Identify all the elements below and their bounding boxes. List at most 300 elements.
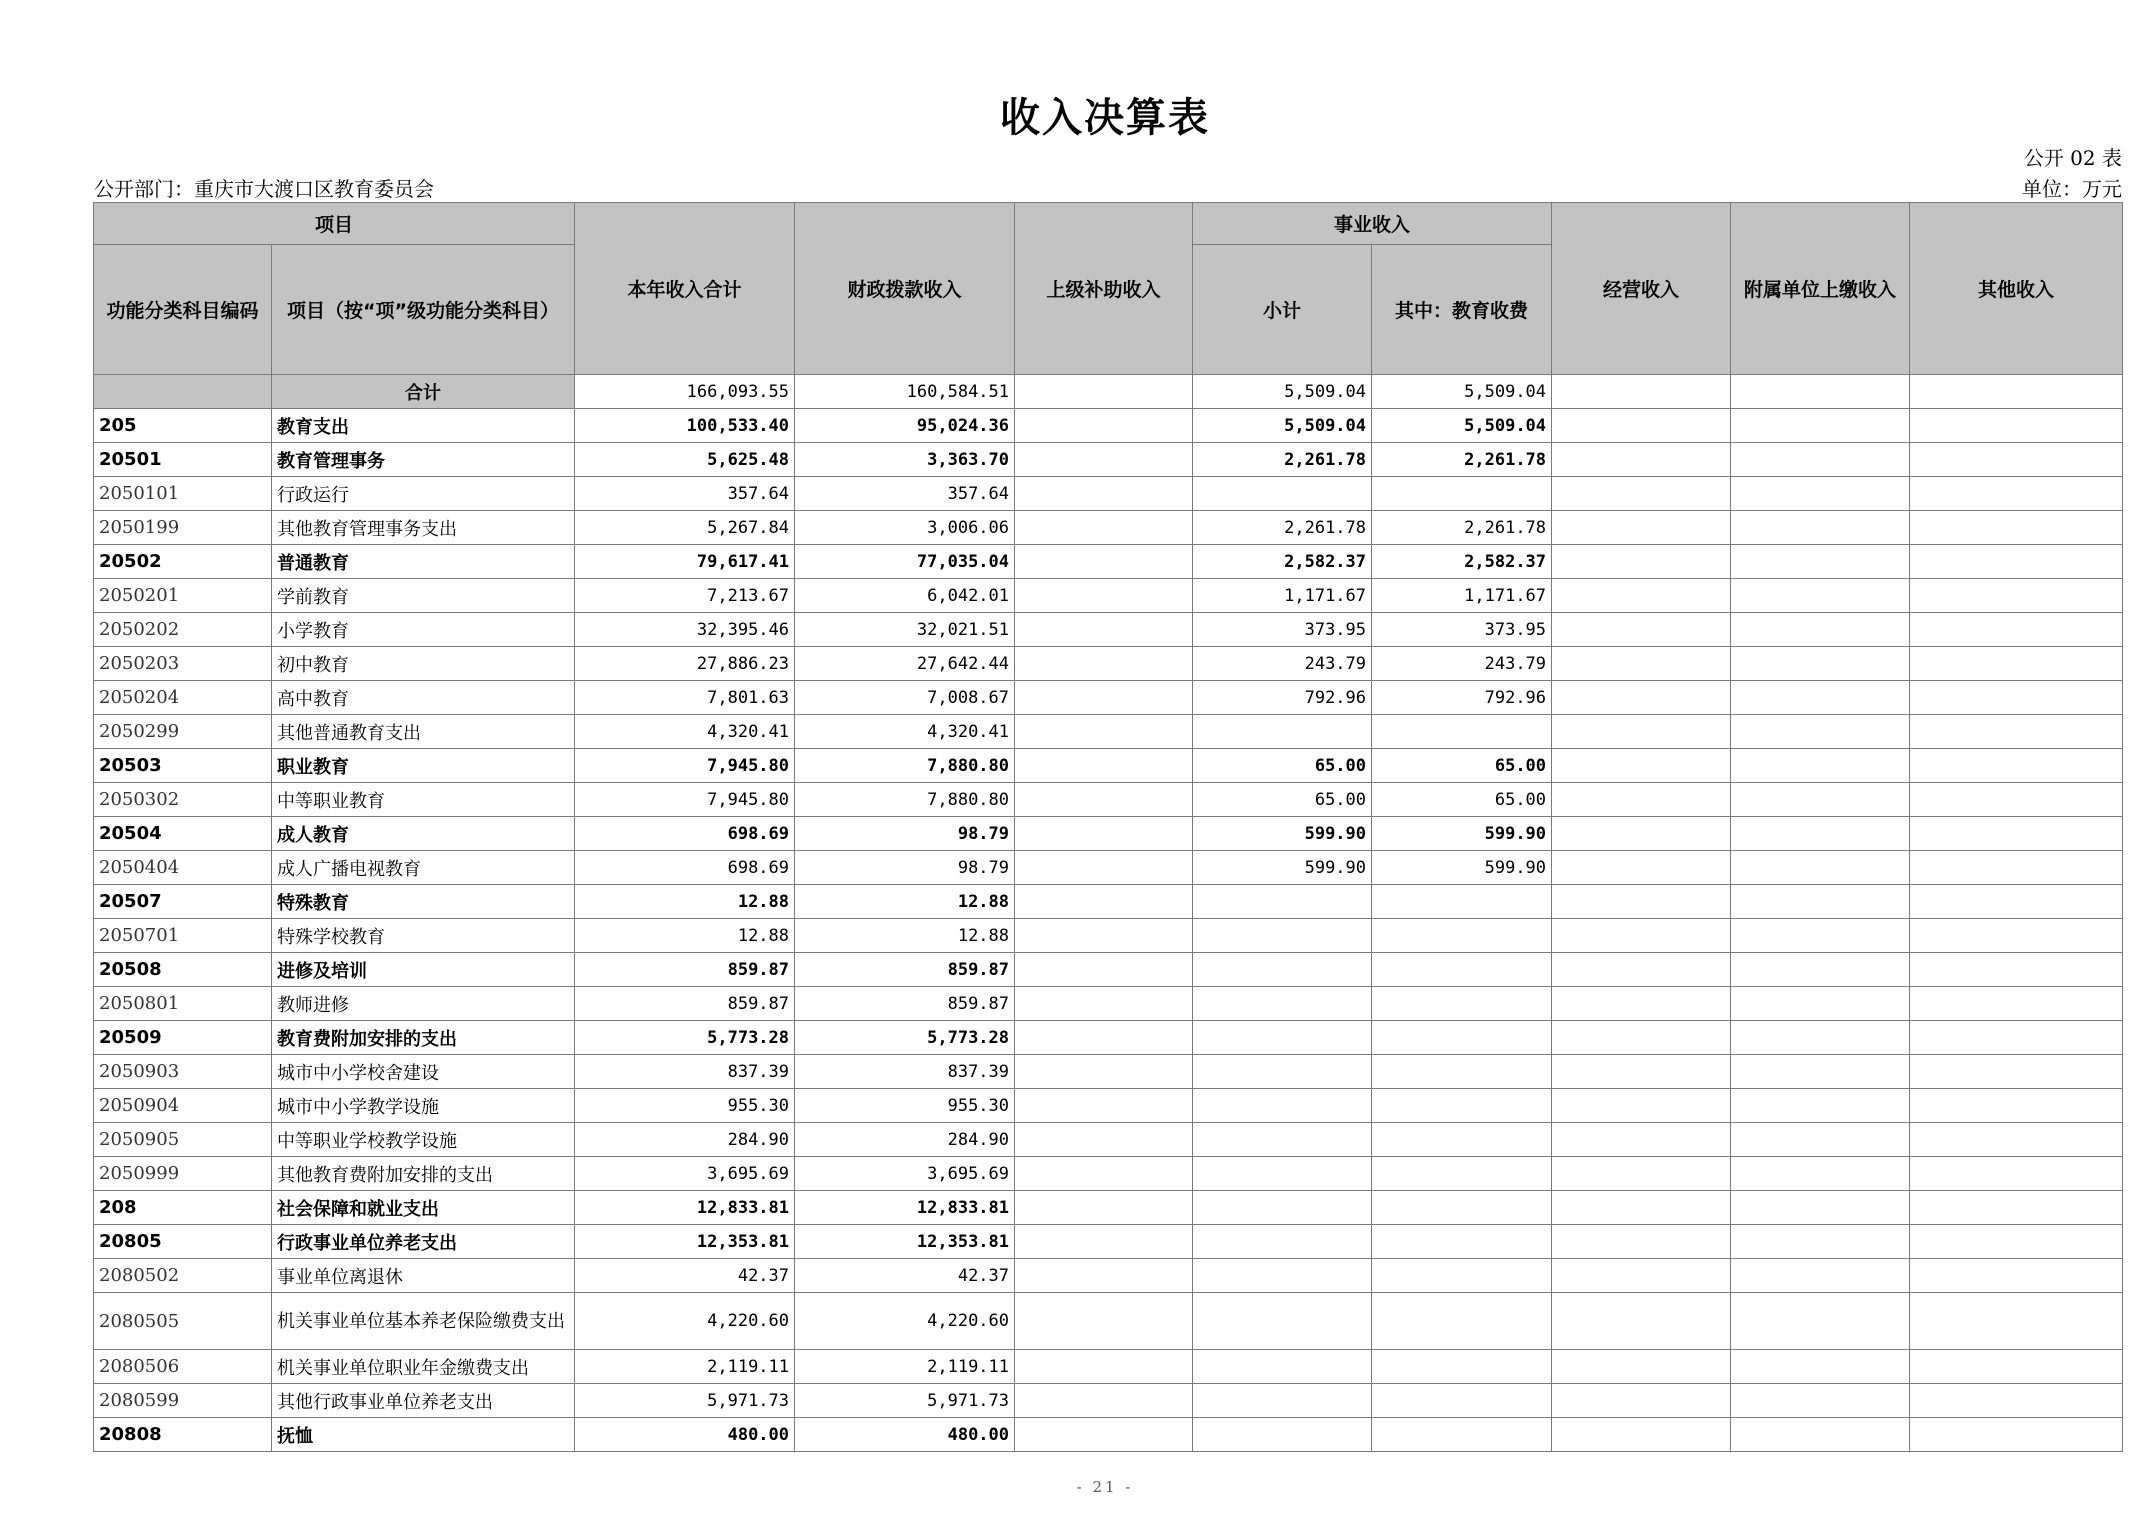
operating-cell (1552, 681, 1731, 715)
page-number: - 21 - (1076, 1478, 1134, 1496)
other-cell (1910, 443, 2123, 477)
table-row (94, 1418, 2123, 1452)
affiliated-cell (1731, 1259, 1910, 1293)
fiscal-cell: 3,695.69 (795, 1157, 1015, 1191)
affiliated-cell (1731, 681, 1910, 715)
code-cell: 2050204 (94, 681, 272, 715)
other-cell (1910, 545, 2123, 579)
fiscal-cell: 4,320.41 (795, 715, 1015, 749)
affiliated-cell (1731, 987, 1910, 1021)
operating-cell (1552, 919, 1731, 953)
edu-fee-cell: 65.00 (1372, 749, 1552, 783)
code-cell: 2050202 (94, 613, 272, 647)
table-row (94, 647, 2123, 681)
table-row (94, 919, 2123, 953)
subtotal-cell: 599.90 (1193, 851, 1372, 885)
total-affiliated (1731, 375, 1910, 409)
operating-cell (1552, 1123, 1731, 1157)
superior-cell (1015, 443, 1193, 477)
table-row (94, 477, 2123, 511)
operating-cell (1552, 1384, 1731, 1418)
total-label: 合计 (272, 375, 575, 409)
table-row (94, 851, 2123, 885)
other-cell (1910, 715, 2123, 749)
subtotal-cell (1193, 1021, 1372, 1055)
table-row (94, 1157, 2123, 1191)
code-cell: 20509 (94, 1021, 272, 1055)
total-cell: 7,213.67 (575, 579, 795, 613)
superior-cell (1015, 817, 1193, 851)
table-row (94, 579, 2123, 613)
name-cell: 初中教育 (272, 647, 575, 681)
edu-fee-cell: 243.79 (1372, 647, 1552, 681)
subtotal-cell (1193, 1225, 1372, 1259)
superior-cell (1015, 1418, 1193, 1452)
subtotal-cell (1193, 1418, 1372, 1452)
code-cell: 205 (94, 409, 272, 443)
total-operating (1552, 375, 1731, 409)
other-cell (1910, 681, 2123, 715)
table-row (94, 1089, 2123, 1123)
affiliated-cell (1731, 851, 1910, 885)
fiscal-cell: 7,008.67 (795, 681, 1015, 715)
other-cell (1910, 613, 2123, 647)
total-superior (1015, 375, 1193, 409)
total-cell: 7,945.80 (575, 783, 795, 817)
name-cell: 行政事业单位养老支出 (272, 1225, 575, 1259)
total-cell: 7,945.80 (575, 749, 795, 783)
operating-cell (1552, 1021, 1731, 1055)
fiscal-cell: 12,353.81 (795, 1225, 1015, 1259)
affiliated-cell (1731, 409, 1910, 443)
table-row (94, 1021, 2123, 1055)
operating-cell (1552, 885, 1731, 919)
superior-cell (1015, 953, 1193, 987)
name-cell: 城市中小学教学设施 (272, 1089, 575, 1123)
other-cell (1910, 817, 2123, 851)
other-cell (1910, 1191, 2123, 1225)
operating-cell (1552, 715, 1731, 749)
code-cell: 2050904 (94, 1089, 272, 1123)
total-cell: 5,267.84 (575, 511, 795, 545)
name-cell: 特殊教育 (272, 885, 575, 919)
affiliated-cell (1731, 579, 1910, 613)
table-row (94, 613, 2123, 647)
fiscal-cell: 5,773.28 (795, 1021, 1015, 1055)
code-cell: 2080505 (94, 1293, 272, 1350)
page-title: 收入决算表 (1000, 95, 1210, 141)
total-edu-fee: 5,509.04 (1372, 375, 1552, 409)
total-cell: 42.37 (575, 1259, 795, 1293)
operating-cell (1552, 1089, 1731, 1123)
code-cell: 2050701 (94, 919, 272, 953)
edu-fee-cell: 2,261.78 (1372, 511, 1552, 545)
total-cell: 357.64 (575, 477, 795, 511)
total-cell: 3,695.69 (575, 1157, 795, 1191)
subtotal-cell (1193, 1384, 1372, 1418)
other-cell (1910, 749, 2123, 783)
total-cell: 27,886.23 (575, 647, 795, 681)
table-row (94, 1055, 2123, 1089)
operating-cell (1552, 409, 1731, 443)
operating-cell (1552, 443, 1731, 477)
subtotal-cell: 373.95 (1193, 613, 1372, 647)
affiliated-cell (1731, 1350, 1910, 1384)
code-cell: 20504 (94, 817, 272, 851)
department-label: 公开部门：重庆市大渡口区教育委员会 (94, 177, 434, 201)
other-cell (1910, 1123, 2123, 1157)
superior-cell (1015, 511, 1193, 545)
name-cell: 抚恤 (272, 1418, 575, 1452)
name-cell: 学前教育 (272, 579, 575, 613)
subtotal-cell (1193, 953, 1372, 987)
other-cell (1910, 1055, 2123, 1089)
name-cell: 行政运行 (272, 477, 575, 511)
total-cell: 12.88 (575, 919, 795, 953)
name-cell: 教师进修 (272, 987, 575, 1021)
edu-fee-cell (1372, 885, 1552, 919)
income-final-accounts-table (93, 202, 2123, 1452)
superior-cell (1015, 1123, 1193, 1157)
edu-fee-cell (1372, 715, 1552, 749)
subtotal-cell (1193, 1089, 1372, 1123)
affiliated-cell (1731, 783, 1910, 817)
header-operating: 经营收入 (1552, 203, 1731, 375)
affiliated-cell (1731, 443, 1910, 477)
subtotal-cell (1193, 1350, 1372, 1384)
code-cell: 2050199 (94, 511, 272, 545)
table-row (94, 885, 2123, 919)
operating-cell (1552, 1055, 1731, 1089)
table-row (94, 1123, 2123, 1157)
total-cell: 2,119.11 (575, 1350, 795, 1384)
subtotal-cell (1193, 1123, 1372, 1157)
code-cell: 2050299 (94, 715, 272, 749)
name-cell: 其他教育管理事务支出 (272, 511, 575, 545)
name-cell: 小学教育 (272, 613, 575, 647)
total-other (1910, 375, 2123, 409)
subtotal-cell: 65.00 (1193, 783, 1372, 817)
edu-fee-cell (1372, 1055, 1552, 1089)
header-other: 其他收入 (1910, 203, 2123, 375)
subtotal-cell: 792.96 (1193, 681, 1372, 715)
edu-fee-cell (1372, 1418, 1552, 1452)
name-cell: 城市中小学校舍建设 (272, 1055, 575, 1089)
fiscal-cell: 7,880.80 (795, 783, 1015, 817)
operating-cell (1552, 851, 1731, 885)
subtotal-cell: 5,509.04 (1193, 409, 1372, 443)
operating-cell (1552, 613, 1731, 647)
operating-cell (1552, 579, 1731, 613)
operating-cell (1552, 1350, 1731, 1384)
total-cell: 284.90 (575, 1123, 795, 1157)
edu-fee-cell (1372, 477, 1552, 511)
header-edu-fee: 其中：教育收费 (1372, 245, 1552, 375)
header-fiscal: 财政拨款收入 (795, 203, 1015, 375)
header-business: 事业收入 (1193, 203, 1552, 245)
other-cell (1910, 1259, 2123, 1293)
affiliated-cell (1731, 885, 1910, 919)
code-cell: 2050101 (94, 477, 272, 511)
superior-cell (1015, 1055, 1193, 1089)
subtotal-cell: 243.79 (1193, 647, 1372, 681)
total-cell: 100,533.40 (575, 409, 795, 443)
fiscal-cell: 480.00 (795, 1418, 1015, 1452)
table-row (94, 1384, 2123, 1418)
total-cell: 5,773.28 (575, 1021, 795, 1055)
code-cell: 2080599 (94, 1384, 272, 1418)
name-cell: 机关事业单位基本养老保险缴费支出 (272, 1293, 575, 1350)
superior-cell (1015, 545, 1193, 579)
code-cell: 20808 (94, 1418, 272, 1452)
operating-cell (1552, 1157, 1731, 1191)
edu-fee-cell (1372, 953, 1552, 987)
affiliated-cell (1731, 1157, 1910, 1191)
superior-cell (1015, 1157, 1193, 1191)
edu-fee-cell (1372, 1089, 1552, 1123)
edu-fee-cell: 373.95 (1372, 613, 1552, 647)
subtotal-cell (1193, 477, 1372, 511)
subtotal-cell: 2,261.78 (1193, 511, 1372, 545)
superior-cell (1015, 919, 1193, 953)
fiscal-cell: 42.37 (795, 1259, 1015, 1293)
edu-fee-cell: 5,509.04 (1372, 409, 1552, 443)
affiliated-cell (1731, 817, 1910, 851)
fiscal-cell: 12.88 (795, 885, 1015, 919)
table-row (94, 987, 2123, 1021)
header-superior: 上级补助收入 (1015, 203, 1193, 375)
total-cell: 4,220.60 (575, 1293, 795, 1350)
other-cell (1910, 647, 2123, 681)
subtotal-cell (1193, 885, 1372, 919)
fiscal-cell: 859.87 (795, 953, 1015, 987)
other-cell (1910, 1089, 2123, 1123)
name-cell: 进修及培训 (272, 953, 575, 987)
other-cell (1910, 511, 2123, 545)
total-fiscal: 160,584.51 (795, 375, 1015, 409)
affiliated-cell (1731, 613, 1910, 647)
superior-cell (1015, 1293, 1193, 1350)
subtotal-cell (1193, 1157, 1372, 1191)
table-row (94, 681, 2123, 715)
edu-fee-cell (1372, 1259, 1552, 1293)
subtotal-cell: 2,582.37 (1193, 545, 1372, 579)
superior-cell (1015, 885, 1193, 919)
superior-cell (1015, 409, 1193, 443)
affiliated-cell (1731, 477, 1910, 511)
code-cell: 20507 (94, 885, 272, 919)
table-row (94, 953, 2123, 987)
table-row (94, 443, 2123, 477)
affiliated-cell (1731, 1021, 1910, 1055)
operating-cell (1552, 1191, 1731, 1225)
total-cell: 837.39 (575, 1055, 795, 1089)
fiscal-cell: 3,006.06 (795, 511, 1015, 545)
other-cell (1910, 1293, 2123, 1350)
other-cell (1910, 1157, 2123, 1191)
table-row (94, 1225, 2123, 1259)
subtotal-cell: 65.00 (1193, 749, 1372, 783)
table-row (94, 715, 2123, 749)
other-cell (1910, 1021, 2123, 1055)
fiscal-cell: 95,024.36 (795, 409, 1015, 443)
superior-cell (1015, 647, 1193, 681)
affiliated-cell (1731, 749, 1910, 783)
table-row (94, 783, 2123, 817)
table-row (94, 1293, 2123, 1350)
affiliated-cell (1731, 1384, 1910, 1418)
total-cell: 859.87 (575, 987, 795, 1021)
superior-cell (1015, 477, 1193, 511)
name-cell: 社会保障和就业支出 (272, 1191, 575, 1225)
edu-fee-cell: 65.00 (1372, 783, 1552, 817)
code-cell: 20508 (94, 953, 272, 987)
affiliated-cell (1731, 1123, 1910, 1157)
code-cell: 20503 (94, 749, 272, 783)
operating-cell (1552, 953, 1731, 987)
operating-cell (1552, 477, 1731, 511)
superior-cell (1015, 749, 1193, 783)
operating-cell (1552, 783, 1731, 817)
superior-cell (1015, 1191, 1193, 1225)
name-cell: 成人广播电视教育 (272, 851, 575, 885)
subtotal-cell (1193, 1055, 1372, 1089)
total-cell: 12.88 (575, 885, 795, 919)
total-total: 166,093.55 (575, 375, 795, 409)
subtotal-cell (1193, 1293, 1372, 1350)
other-cell (1910, 1418, 2123, 1452)
unit-label: 单位：万元 (2022, 177, 2122, 201)
operating-cell (1552, 1259, 1731, 1293)
subtotal-cell (1193, 715, 1372, 749)
superior-cell (1015, 987, 1193, 1021)
operating-cell (1552, 545, 1731, 579)
table-number: 公开 02 表 (2023, 146, 2122, 170)
total-subtotal: 5,509.04 (1193, 375, 1372, 409)
name-cell: 其他普通教育支出 (272, 715, 575, 749)
fiscal-cell: 98.79 (795, 851, 1015, 885)
fiscal-cell: 837.39 (795, 1055, 1015, 1089)
edu-fee-cell: 792.96 (1372, 681, 1552, 715)
superior-cell (1015, 851, 1193, 885)
total-cell: 12,353.81 (575, 1225, 795, 1259)
code-cell: 2050302 (94, 783, 272, 817)
name-cell: 其他行政事业单位养老支出 (272, 1384, 575, 1418)
other-cell (1910, 783, 2123, 817)
other-cell (1910, 477, 2123, 511)
affiliated-cell (1731, 511, 1910, 545)
edu-fee-cell (1372, 987, 1552, 1021)
subtotal-cell (1193, 987, 1372, 1021)
name-cell: 普通教育 (272, 545, 575, 579)
edu-fee-cell: 2,261.78 (1372, 443, 1552, 477)
table-row (94, 1191, 2123, 1225)
name-cell: 事业单位离退休 (272, 1259, 575, 1293)
total-cell: 79,617.41 (575, 545, 795, 579)
edu-fee-cell: 599.90 (1372, 851, 1552, 885)
superior-cell (1015, 783, 1193, 817)
name-cell: 机关事业单位职业年金缴费支出 (272, 1350, 575, 1384)
affiliated-cell (1731, 1055, 1910, 1089)
operating-cell (1552, 749, 1731, 783)
affiliated-cell (1731, 545, 1910, 579)
other-cell (1910, 1384, 2123, 1418)
affiliated-cell (1731, 919, 1910, 953)
edu-fee-cell: 1,171.67 (1372, 579, 1552, 613)
table-row (94, 817, 2123, 851)
code-cell: 2050404 (94, 851, 272, 885)
other-cell (1910, 1350, 2123, 1384)
affiliated-cell (1731, 1089, 1910, 1123)
code-cell: 2050905 (94, 1123, 272, 1157)
name-cell: 教育支出 (272, 409, 575, 443)
total-cell: 480.00 (575, 1418, 795, 1452)
name-cell: 特殊学校教育 (272, 919, 575, 953)
fiscal-cell: 357.64 (795, 477, 1015, 511)
total-cell: 5,971.73 (575, 1384, 795, 1418)
total-code-cell (94, 375, 272, 409)
fiscal-cell: 284.90 (795, 1123, 1015, 1157)
edu-fee-cell: 2,582.37 (1372, 545, 1552, 579)
table-row (94, 1259, 2123, 1293)
subtotal-cell (1193, 1259, 1372, 1293)
fiscal-cell: 7,880.80 (795, 749, 1015, 783)
affiliated-cell (1731, 1418, 1910, 1452)
affiliated-cell (1731, 715, 1910, 749)
subtotal-cell: 599.90 (1193, 817, 1372, 851)
fiscal-cell: 6,042.01 (795, 579, 1015, 613)
operating-cell (1552, 987, 1731, 1021)
operating-cell (1552, 1225, 1731, 1259)
code-cell: 20502 (94, 545, 272, 579)
table-header (94, 203, 2123, 375)
superior-cell (1015, 1089, 1193, 1123)
other-cell (1910, 987, 2123, 1021)
name-cell: 职业教育 (272, 749, 575, 783)
code-cell: 2050801 (94, 987, 272, 1021)
table-row (94, 511, 2123, 545)
affiliated-cell (1731, 1191, 1910, 1225)
fiscal-cell: 859.87 (795, 987, 1015, 1021)
fiscal-cell: 3,363.70 (795, 443, 1015, 477)
other-cell (1910, 1225, 2123, 1259)
operating-cell (1552, 1418, 1731, 1452)
name-cell: 高中教育 (272, 681, 575, 715)
other-cell (1910, 579, 2123, 613)
fiscal-cell: 955.30 (795, 1089, 1015, 1123)
table-row (94, 409, 2123, 443)
header-total: 本年收入合计 (575, 203, 795, 375)
edu-fee-cell (1372, 1021, 1552, 1055)
table-row (94, 1350, 2123, 1384)
code-cell: 2080502 (94, 1259, 272, 1293)
superior-cell (1015, 1021, 1193, 1055)
code-cell: 2050201 (94, 579, 272, 613)
other-cell (1910, 885, 2123, 919)
edu-fee-cell (1372, 1293, 1552, 1350)
fiscal-cell: 2,119.11 (795, 1350, 1015, 1384)
superior-cell (1015, 613, 1193, 647)
code-cell: 2050903 (94, 1055, 272, 1089)
edu-fee-cell (1372, 1384, 1552, 1418)
code-cell: 2050203 (94, 647, 272, 681)
header-item: 项目 (94, 203, 575, 245)
other-cell (1910, 919, 2123, 953)
name-cell: 中等职业教育 (272, 783, 575, 817)
edu-fee-cell (1372, 1225, 1552, 1259)
fiscal-cell: 12,833.81 (795, 1191, 1015, 1225)
fiscal-cell: 77,035.04 (795, 545, 1015, 579)
